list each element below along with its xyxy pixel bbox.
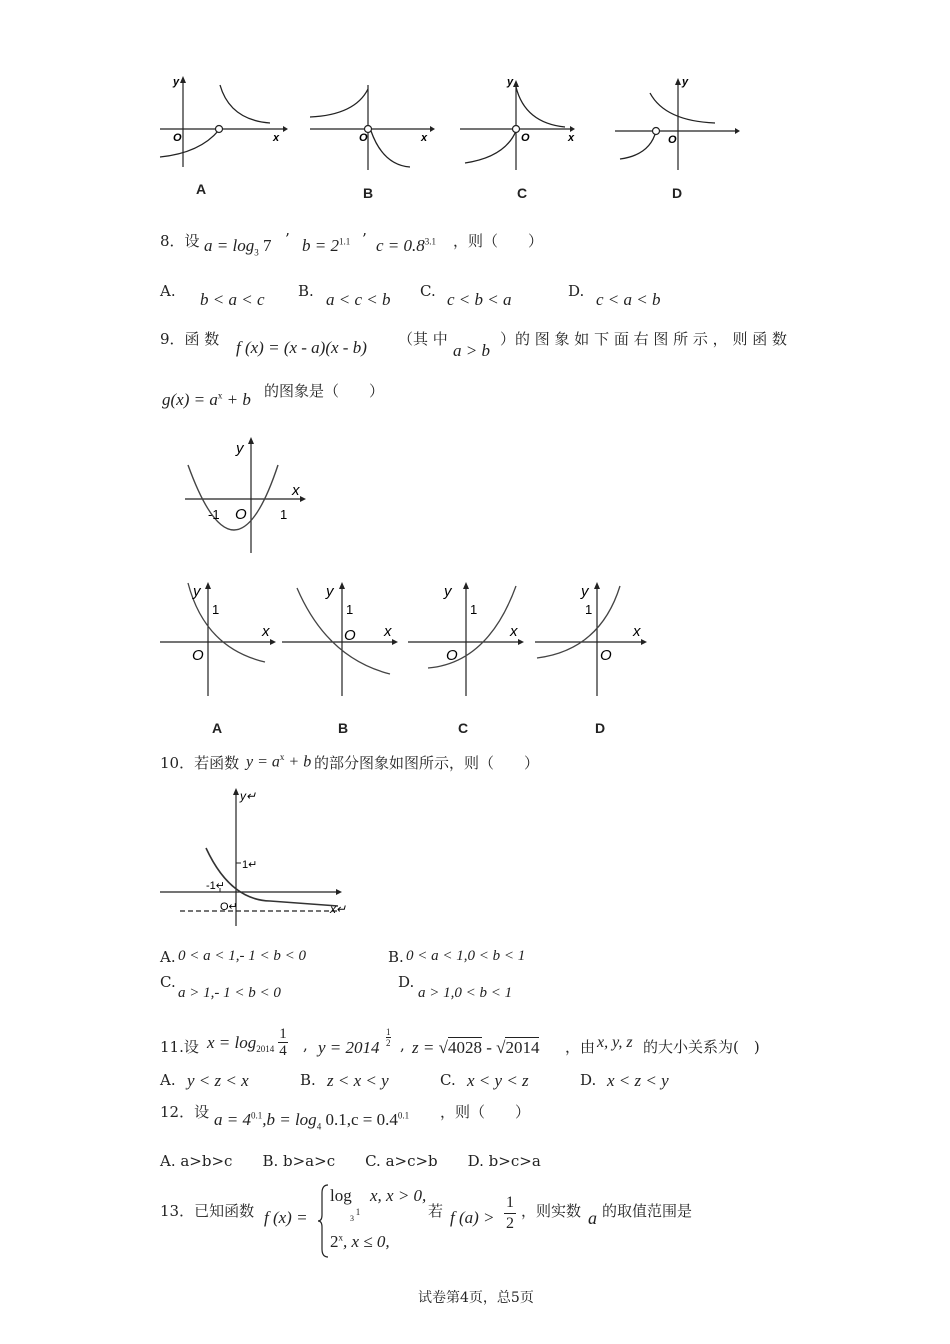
q10-option-b-value: 0 < a < 1,0 < b < 1	[406, 948, 526, 964]
q8-option-d-label: D.	[568, 282, 585, 300]
q8-stem-suffix: ，则（ ）	[453, 232, 544, 250]
q9-prefix: 9．函 数	[160, 330, 220, 348]
q13-if-text: 若	[428, 1202, 444, 1220]
axis-x-label: x	[568, 132, 575, 144]
q9-option-graph-d	[535, 578, 655, 698]
q9-b-x-label: x	[384, 623, 392, 640]
q10-option-c-label: C.	[160, 973, 176, 991]
q9-main-graph	[180, 435, 310, 560]
q9-option-graph-b	[282, 578, 407, 698]
q11-option-c-label: C.	[440, 1071, 456, 1089]
q8-a-expression: $a = \log_3 7$	[204, 236, 272, 258]
top-graph-label-a: A	[196, 181, 207, 197]
q8-option-c-label: C.	[420, 282, 436, 300]
q10-function: $y = a^x + b$	[246, 752, 312, 771]
q12-expression: $a = 4^{0.1},b = \log_4 0.1,c = 0.4^{0.1}$	[214, 1110, 410, 1132]
q8-option-a-label: A.	[160, 282, 176, 300]
axis-y-label: y	[173, 76, 180, 88]
q9-a-one-label: 1	[212, 602, 220, 617]
q9-condition: a > b	[453, 341, 490, 360]
q9-option-graph-c	[408, 578, 533, 698]
top-graph-b	[305, 75, 435, 170]
q9-d-x-label: x	[633, 623, 641, 640]
q9-option-label-d: D	[595, 720, 606, 736]
origin-label: O	[521, 132, 530, 144]
q9-main-neg1-label: -1	[208, 507, 220, 522]
q9-line2-suffix: 的图象是（ ）	[264, 382, 385, 400]
q9-option-graph-a	[160, 578, 280, 698]
q9-option-label-c: C	[458, 720, 469, 736]
origin-label: O	[359, 132, 368, 144]
q11-option-b-label: B.	[300, 1071, 316, 1089]
q9-a-x-label: x	[262, 623, 270, 640]
q11-vars: x, y, z	[597, 1034, 633, 1051]
axis-x-label: x	[273, 132, 280, 144]
q11-option-a-value: y < z < x	[187, 1071, 249, 1090]
q9-f-expression: f (x) = (x - a)(x - b)	[236, 338, 367, 357]
q10-x-label: x↵	[330, 902, 347, 916]
q12-prefix: 12．设	[160, 1103, 210, 1121]
q10-option-a-value: 0 < a < 1,- 1 < b < 0	[178, 948, 306, 964]
q9-option-label-b: B	[338, 720, 349, 736]
q11-prefix: 11.设	[160, 1038, 199, 1056]
q9-c-x-label: x	[510, 623, 518, 640]
q9-c-origin-label: O	[446, 647, 458, 664]
q11-z-expression: z = √4028 - √2014	[412, 1038, 540, 1057]
top-graph-label-c: C	[517, 185, 528, 201]
q9-b-y-label: y	[326, 583, 334, 600]
q11-option-c-value: x < y < z	[467, 1071, 529, 1090]
q13-tail: 的取值范围是	[602, 1202, 693, 1220]
q9-option-label-a: A	[212, 720, 223, 736]
q10-one-label: 1↵	[242, 859, 258, 871]
q11-y-exponent: 1 2	[386, 1027, 391, 1048]
q10-graph	[160, 788, 350, 928]
q11-option-d-label: D.	[580, 1071, 597, 1089]
q10-option-d-value: a > 1,0 < b < 1	[418, 985, 513, 1001]
top-graph-a	[155, 75, 285, 170]
q13-suffix: ，则实数	[521, 1202, 582, 1220]
top-graph-d	[610, 75, 745, 170]
q11-suffix: 的大小关系为( )	[643, 1038, 760, 1056]
origin-label: O	[668, 134, 677, 146]
q11-y-expression: y = 2014	[318, 1038, 380, 1057]
q11-option-d-value: x < z < y	[607, 1071, 669, 1090]
q9-d-one-label: 1	[585, 602, 593, 617]
top-graph-label-d: D	[672, 185, 683, 201]
q8-stem-prefix: 8．设	[160, 232, 200, 250]
q10-option-b-label: B.	[388, 948, 404, 966]
q13-case2: 2$^x$, x ≤ 0,	[330, 1232, 390, 1251]
origin-label: O	[173, 132, 182, 144]
q8-option-b-label: B.	[298, 282, 314, 300]
q10-option-a-label: A.	[160, 948, 176, 966]
q9-b-one-label: 1	[346, 602, 354, 617]
top-graph-label-b: B	[363, 185, 374, 201]
q8-option-a-value: b < a < c	[200, 290, 265, 309]
q10-prefix: 10．若函数	[160, 754, 240, 772]
q13-brace	[318, 1183, 330, 1259]
q9-main-y-label: y	[236, 440, 244, 457]
top-graph-c	[455, 75, 585, 170]
q8-c-expression: $c = 0.8^{3.1}$	[376, 236, 437, 255]
q13-case1-base-den: 3	[350, 1214, 354, 1223]
q9-rest: ）的 图 象 如 下 面 右 图 所 示 ， 则 函 数	[500, 330, 787, 348]
q9-g-expression: $g(x) = a^x + b$	[162, 390, 251, 409]
q10-origin-label: O↵	[220, 901, 238, 913]
q8-option-c-value: c < b < a	[447, 290, 512, 309]
q8-option-b-value: a < c < b	[326, 290, 391, 309]
q11-option-b-value: z < x < y	[327, 1071, 389, 1090]
q13-condition-fraction: 1 2	[506, 1194, 514, 1232]
q8-b-expression: $b = 2^{1.1}$	[302, 236, 351, 255]
q12-suffix: ，则（ ）	[440, 1103, 531, 1121]
q13-var: a	[588, 1208, 597, 1228]
q9-c-y-label: y	[444, 583, 452, 600]
q9-b-origin-label: O	[344, 627, 356, 644]
q11-x-expression: x = log $_{2014}$ $\frac{1}{4}$	[207, 1026, 287, 1059]
axis-y-label: y	[507, 76, 514, 88]
q11-mid-text: ，由	[565, 1038, 596, 1056]
q10-y-label: y↵	[240, 789, 257, 803]
q9-main-one-label: 1	[280, 507, 288, 522]
q9-a-origin-label: O	[192, 647, 204, 664]
q11-option-a-label: A.	[160, 1071, 176, 1089]
q13-f-expression: f (x) =	[264, 1208, 308, 1227]
q8-option-d-value: c < a < b	[596, 290, 661, 309]
axis-y-label: y	[682, 76, 689, 88]
q9-d-origin-label: O	[600, 647, 612, 664]
q9-main-origin-label: O	[235, 506, 247, 523]
axis-x-label: x	[421, 132, 428, 144]
q12-options: A. a>b>c B. b>a>c C. a>c>b D. b>c>a	[160, 1152, 541, 1170]
q13-case1: log 1 x, x > 0,	[330, 1186, 427, 1217]
q13-prefix: 13．已知函数	[160, 1202, 255, 1220]
q13-condition: f (a) >	[450, 1208, 495, 1227]
q9-a-y-label: y	[193, 583, 201, 600]
q9-paren-open: （其 中	[398, 330, 448, 348]
page-footer: 试卷第4页，总5页	[418, 1290, 534, 1306]
q10-suffix: 的部分图象如图所示，则（ ）	[314, 754, 540, 772]
q10-neg1-label: -1↵	[206, 880, 225, 892]
q9-c-one-label: 1	[470, 602, 478, 617]
q10-option-c-value: a > 1,- 1 < b < 0	[178, 985, 281, 1001]
q9-main-x-label: x	[292, 482, 300, 499]
q10-option-d-label: D.	[398, 973, 415, 991]
q9-d-y-label: y	[581, 583, 589, 600]
